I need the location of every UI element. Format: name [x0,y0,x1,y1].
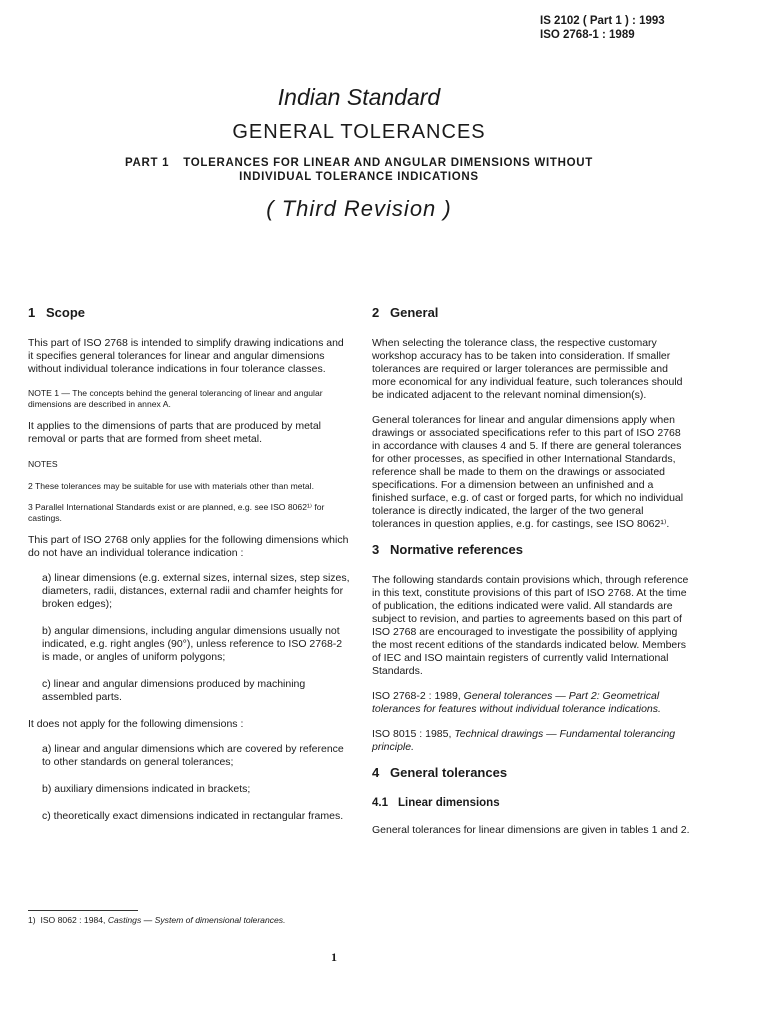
reference-entry [372,690,690,716]
section-number: 1 [28,305,36,320]
section-number: 2 [372,305,380,320]
general-paragraph-1: When selecting the tolerance class, the respective customary workshop accuracy has to be taken into consideration. If smaller tolerances are required or larger tolerances are permissible and more economical for any individual feature, such tolerances should be indicated adjacent to the relevant nominal dimension(s). [372,337,683,401]
linear-dimensions-heading [372,797,690,810]
footnote [28,915,286,925]
general-tolerances-heading [372,766,690,779]
reference-code: ISO 8015 : 1985, [372,728,455,740]
part-title-line2: INDIVIDUAL TOLERANCE INDICATIONS [239,171,479,183]
notes-heading: NOTES [28,459,58,469]
general-heading [372,306,690,319]
subsection-number: 4.1 [372,797,388,809]
page-number: 1 [331,950,337,964]
scope-paragraph-4: It does not apply for the following dimensions : [28,718,244,730]
normative-references-heading [372,543,690,556]
reference-entry [372,728,690,754]
reference-title: General tolerances — Part 2: Geometrical tolerances for features without individual tolerance indications. [372,690,661,715]
right-column [372,300,690,849]
list-item: a) linear dimensions (e.g. external sizes, internal sizes, step sizes, diameters, radii, distances, external radii and chamfer heights for broken edges); [42,572,350,610]
standard-number-iso: ISO 2768-1 : 1989 [540,29,635,41]
normative-paragraph: The following standards contain provisions which, through reference in this text, constitute provisions of this part of ISO 2768. At the time of publication, the editions indicated were valid. All standards are subject to revision, and parties to agreements based on this part of ISO 2768 are encouraged to investigate the possibility of applying the most recent editions of the standards indicated below. Members of IEC and ISO maintain registers of currently valid International Standards. [372,574,689,677]
document-title: GENERAL TOLERANCES [232,121,486,143]
section-title: General [390,305,439,320]
list-item: a) linear and angular dimensions which are covered by reference to other standards on general tolerances; [42,743,344,768]
part-number: PART 1 [125,157,170,169]
linear-dimensions-paragraph: General tolerances for linear dimensions are given in tables 1 and 2. [372,824,690,836]
title-block [0,84,768,222]
section-number: 4 [372,765,380,780]
subsection-title: Linear dimensions [398,797,500,809]
scope-paragraph-3: This part of ISO 2768 only applies for the following dimensions which do not have an individual tolerance indication : [28,534,349,559]
left-column [28,300,350,837]
footnote-title: Castings — System of dimensional tolerances. [107,915,286,925]
note-3: 3 Parallel International Standards exist or are planned, e.g. see ISO 8062¹⁾ for castings. [28,502,325,523]
list-item: b) angular dimensions, including angular dimensions usually not indicated, e.g. right angles (90°), unless reference to ISO 2768-2 is made, or angles of uniform polygons; [42,625,343,663]
standard-number [540,14,665,42]
note-1: NOTE 1 — The concepts behind the general tolerancing of linear and angular dimensions are described in annex A. [28,388,323,409]
section-number: 3 [372,542,380,557]
footnote-mark: 1) [28,915,36,925]
footnote-divider [28,910,138,911]
part-title-line1: TOLERANCES FOR LINEAR AND ANGULAR DIMENSIONS WITHOUT [183,157,593,169]
revision-label: ( Third Revision ) [266,196,452,221]
section-title: General tolerances [390,765,508,780]
scope-paragraph-1: This part of ISO 2768 is intended to simplify drawing indications and it specifies general tolerances for linear and angular dimensions without individual tolerance indications in four tolerance classes. [28,337,344,375]
list-item: c) linear and angular dimensions produced by machining assembled parts. [42,678,306,703]
standard-number-is: IS 2102 ( Part 1 ) : 1993 [540,15,665,27]
indian-standard-heading: Indian Standard [277,84,441,110]
list-item: c) theoretically exact dimensions indicated in rectangular frames. [42,810,344,822]
scope-paragraph-2: It applies to the dimensions of parts that are produced by metal removal or parts that are formed from sheet metal. [28,420,322,445]
reference-code: ISO 2768-2 : 1989, [372,690,464,702]
list-item: b) auxiliary dimensions indicated in brackets; [42,783,251,795]
section-title: Normative references [390,542,523,557]
scope-heading [28,306,350,319]
general-paragraph-2: General tolerances for linear and angular dimensions apply when drawings or associated specifications refer to this part of ISO 2768 in accordance with clauses 4 and 5. If there are general tolerances for other processes, as specified in other International Standards, reference shall be made to them on the drawings or associated specifications. For a dimension between an unfinished and a finished surface, e.g. of cast or forged parts, for which no individual tolerance is directly indicated, the larger of the two general tolerances in question applies, e.g. for castings, see ISO 8062¹⁾. [372,414,684,530]
footnote-code: ISO 8062 : 1984, [40,915,108,925]
part-subtitle [0,156,768,184]
note-2: 2 These tolerances may be suitable for use with materials other than metal. [28,481,314,491]
reference-title: Technical drawings — Fundamental tolerancing principle. [372,728,676,753]
section-title: Scope [46,305,86,320]
